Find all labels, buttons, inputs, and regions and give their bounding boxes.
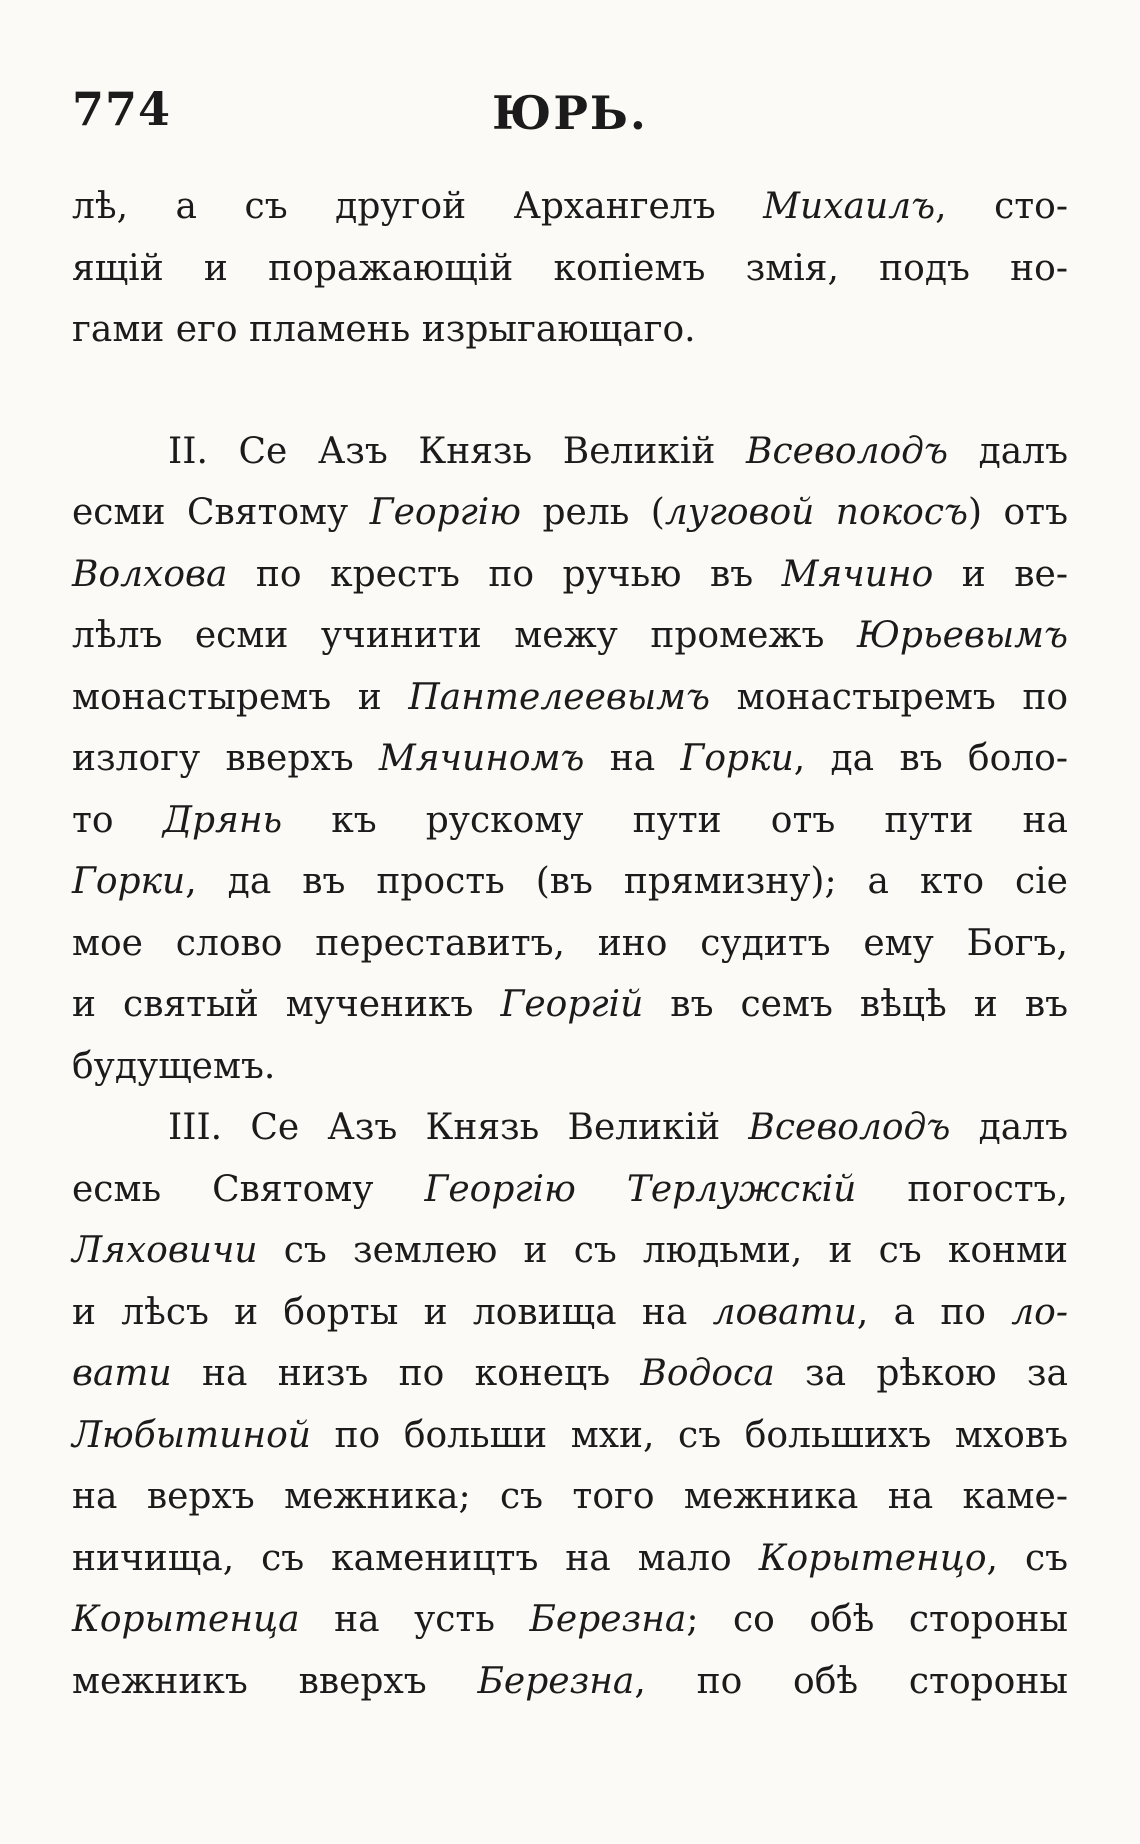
text-line: и лѣсъ и борты и ловища на ловати, а по ло- xyxy=(72,1291,1069,1333)
text-line: мое слово переставитъ, ино судитъ ему Богъ, xyxy=(72,922,1068,964)
paragraph-2 xyxy=(72,421,1068,1098)
text-line: III. Се Азъ Князь Великій Всеволодъ далъ xyxy=(168,1107,1068,1148)
text-line: Любытиной по больши мхи, съ большихъ мховъ xyxy=(72,1414,1068,1456)
text-line: то Дрянь къ рускому пути отъ пути на xyxy=(72,799,1068,841)
text-line: II. Се Азъ Князь Великій Всеволодъ далъ xyxy=(168,430,1068,472)
text-line: есми Святому Георгію рель (луговой покосъ) отъ xyxy=(72,492,1069,533)
text-line: излогу вверхъ Мячиномъ на Горки, да въ боло- xyxy=(72,738,1068,779)
running-head: ЮРЬ. xyxy=(492,86,648,140)
text-line: лѣлъ есми учинити межу промежъ Юрьевымъ xyxy=(72,615,1068,656)
paragraph-3 xyxy=(72,1097,1068,1712)
text-line: межникъ вверхъ Березна, по обѣ стороны xyxy=(72,1660,1068,1702)
paragraph-1 xyxy=(72,176,1068,361)
page-header xyxy=(72,82,1068,152)
text-line: гами его пламень изрыгающаго. xyxy=(72,309,696,350)
text-line: есмь Святому Георгію Терлужскій погостъ, xyxy=(72,1168,1068,1210)
text-line: монастыремъ и Пантелеевымъ монастыремъ по xyxy=(72,676,1068,718)
text-line: Корытенца на усть Березна; со обѣ стороны xyxy=(72,1599,1068,1640)
text-line: будущемъ. xyxy=(72,1045,276,1087)
text-line: Ляховичи съ землею и съ людьми, и съ конми xyxy=(72,1230,1068,1271)
text-line: Волхова по крестъ по ручью въ Мячино и ве- xyxy=(72,553,1068,595)
text-line: лѣ, а съ другой Архангелъ Михаилъ, сто- xyxy=(72,186,1068,227)
text-line: и святый мученикъ Георгій въ семъ вѣцѣ и въ xyxy=(72,984,1068,1025)
text-line: на верхъ межника; съ того межника на каме- xyxy=(72,1476,1068,1517)
body-text xyxy=(72,176,1068,1712)
text-line: ничища, съ камеництъ на мало Корытенцо, съ xyxy=(72,1537,1069,1579)
text-line: ящій и поражающій копіемъ змія, подъ но- xyxy=(72,247,1068,289)
paragraph-spacer xyxy=(72,361,1068,421)
page-number: 774 xyxy=(72,82,172,136)
text-line: вати на низъ по конецъ Водоса за рѣкою за xyxy=(72,1353,1068,1394)
text-line: Горки, да въ прость (въ прямизну); а кто сіе xyxy=(72,861,1068,902)
